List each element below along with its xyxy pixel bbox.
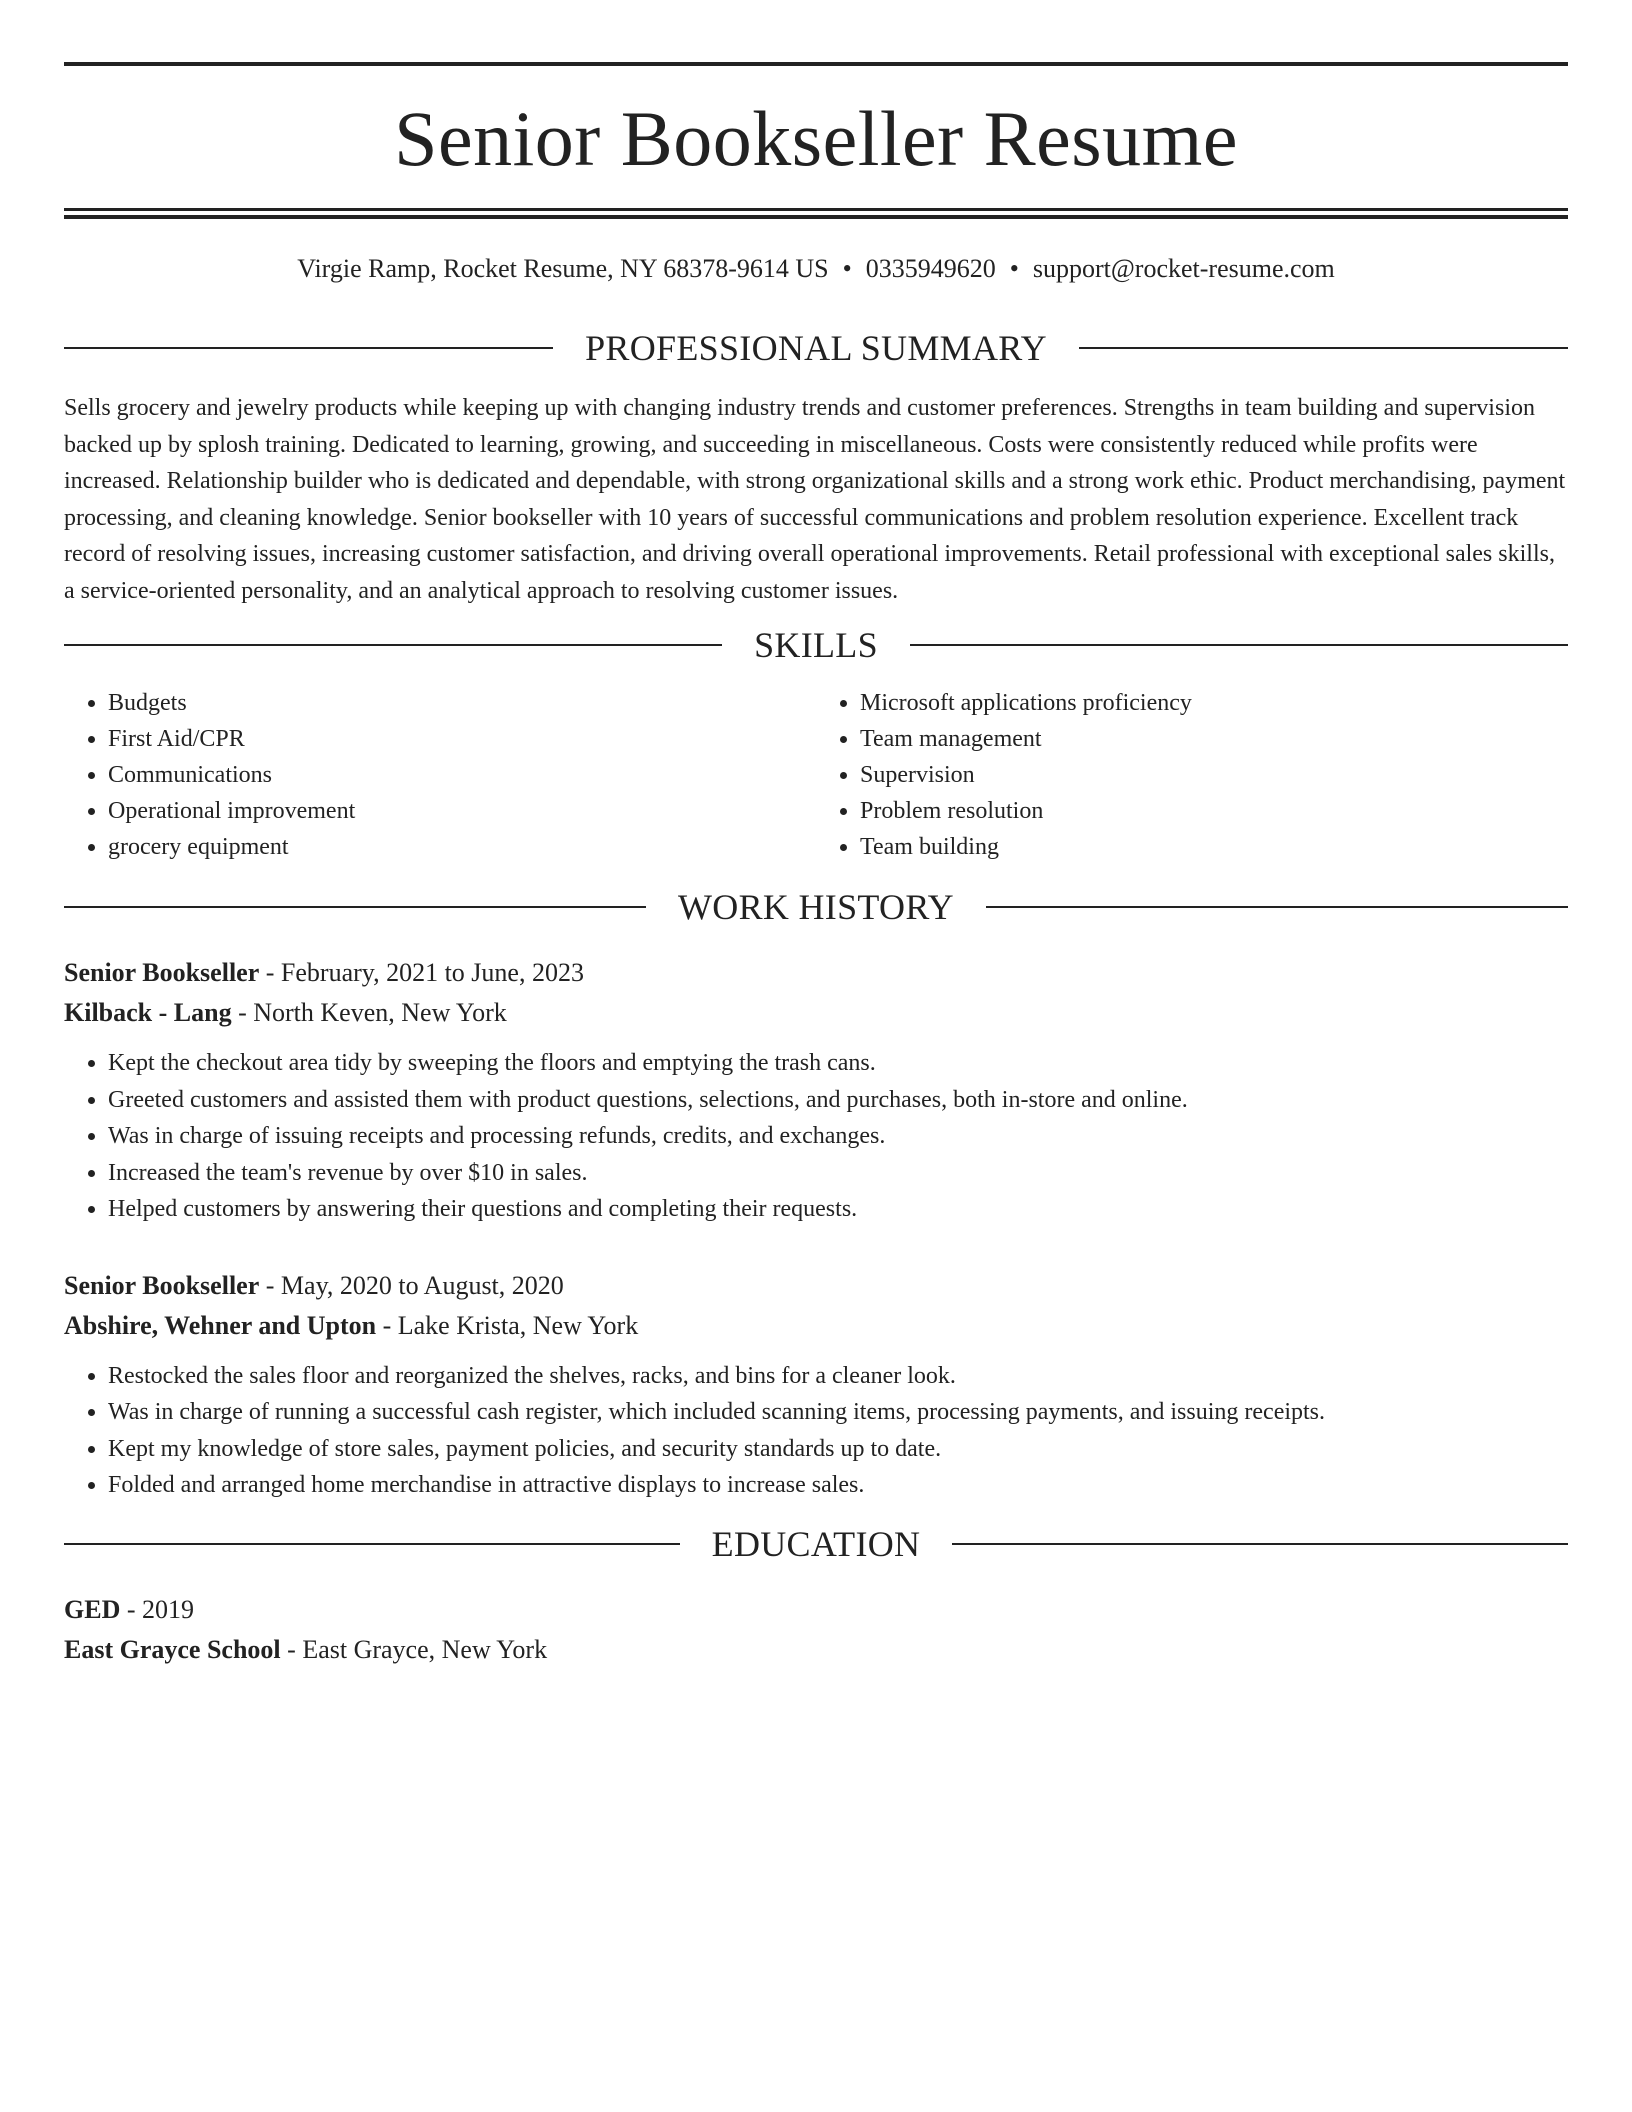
education-degree-line xyxy=(64,1590,1568,1630)
contact-separator: • xyxy=(1009,254,1019,283)
skill-item: • Budgets xyxy=(108,685,816,721)
job-entry xyxy=(64,953,1568,1228)
education-school: East Grayce School xyxy=(64,1634,281,1664)
heading-rule-right xyxy=(1079,347,1568,349)
heading-rule-left xyxy=(64,644,722,646)
skill-item: • Problem resolution xyxy=(860,793,1568,829)
job-bullet: • Increased the team's revenue by over $10 in sales. xyxy=(108,1155,1568,1192)
job-bullet: • Kept my knowledge of store sales, payment policies, and security standards up to date. xyxy=(108,1431,1568,1468)
heading-rule-left xyxy=(64,906,646,908)
heading-rule-left xyxy=(64,347,553,349)
title-double-rule xyxy=(64,208,1568,219)
education-entry xyxy=(64,1590,1568,1670)
job-bullet: • Folded and arranged home merchandise in attractive displays to increase sales. xyxy=(108,1467,1568,1504)
job-entry xyxy=(64,1266,1568,1504)
skill-item: • grocery equipment xyxy=(108,829,816,865)
heading-rule-left xyxy=(64,1543,680,1545)
job-bullet: • Was in charge of issuing receipts and processing refunds, credits, and exchanges. xyxy=(108,1118,1568,1155)
job-company: Kilback - Lang xyxy=(64,998,232,1028)
section-heading-education xyxy=(64,1523,1568,1564)
job-dates: - May, 2020 to August, 2020 xyxy=(259,1270,564,1300)
contact-separator: • xyxy=(842,254,852,283)
job-bullets xyxy=(64,1045,1568,1228)
job-bullet: • Greeted customers and assisted them with product questions, selections, and purchases, both in-store and online. xyxy=(108,1082,1568,1119)
job-bullet: • Helped customers by answering their questions and completing their requests. xyxy=(108,1191,1568,1228)
contact-email: support@rocket-resume.com xyxy=(1032,254,1335,283)
skill-item: • Microsoft applications proficiency xyxy=(860,685,1568,721)
job-bullet: • Restocked the sales floor and reorganized the shelves, racks, and bins for a cleaner look. xyxy=(108,1358,1568,1395)
skills-columns xyxy=(64,685,1568,865)
skills-list-left xyxy=(64,685,816,865)
job-title: Senior Bookseller xyxy=(64,958,260,988)
job-dates: - February, 2021 to June, 2023 xyxy=(259,958,584,988)
contact-address: Virgie Ramp, Rocket Resume, NY 68378-9614 US xyxy=(297,254,829,283)
skill-item: • Team management xyxy=(860,721,1568,757)
job-title-line xyxy=(64,953,1568,993)
education-degree: GED xyxy=(64,1594,121,1624)
skill-item: • Team building xyxy=(860,829,1568,865)
job-location: - Lake Krista, New York xyxy=(376,1310,639,1340)
education-school-line xyxy=(64,1630,1568,1670)
job-bullet: • Kept the checkout area tidy by sweeping the floors and emptying the trash cans. xyxy=(108,1045,1568,1082)
job-company-line xyxy=(64,1306,1568,1346)
section-heading-summary xyxy=(64,328,1568,369)
job-company: Abshire, Wehner and Upton xyxy=(64,1310,377,1340)
education-year: - 2019 xyxy=(120,1594,195,1624)
section-heading-skills xyxy=(64,625,1568,666)
contact-phone: 0335949620 xyxy=(865,254,996,283)
job-bullets xyxy=(64,1358,1568,1504)
section-label: WORK HISTORY xyxy=(678,887,954,928)
heading-rule-right xyxy=(910,644,1568,646)
education-location: - East Grayce, New York xyxy=(280,1634,548,1664)
skill-item: • First Aid/CPR xyxy=(108,721,816,757)
top-rule xyxy=(64,62,1568,66)
job-title-line xyxy=(64,1266,1568,1306)
section-label: PROFESSIONAL SUMMARY xyxy=(585,328,1047,369)
page-title: Senior Bookseller Resume xyxy=(394,95,1238,182)
section-label: EDUCATION xyxy=(711,1523,921,1564)
job-bullet: • Was in charge of running a successful cash register, which included scanning items, processing payments, and issuing receipts. xyxy=(108,1394,1568,1431)
skill-item: • Operational improvement xyxy=(108,793,816,829)
skill-item: • Communications xyxy=(108,757,816,793)
section-label: SKILLS xyxy=(754,625,878,666)
skills-list-right xyxy=(816,685,1568,865)
job-location: - North Keven, New York xyxy=(231,998,507,1028)
job-company-line xyxy=(64,993,1568,1033)
summary-text: Sells grocery and jewelry products while keeping up with changing industry trends and customer preferences. Strengths in team building and supervision backed up by splosh training. Dedicated to learning, growing, and succeeding in miscellaneous. Costs were consistently reduced while profits were increased. Relationship builder who is dedicated and dependable, with strong organizational skills and a strong work ethic. Product merchandising, payment processing, and cleaning knowledge. Senior bookseller with 10 years of successful communications and problem resolution experience. Excellent track record of resolving issues, increasing customer satisfaction, and driving overall operational improvements. Retail professional with exceptional sales skills, a service-oriented personality, and an analytical approach to resolving customer issues. xyxy=(64,395,1566,604)
heading-rule-right xyxy=(986,906,1568,908)
heading-rule-right xyxy=(952,1543,1568,1545)
skill-item: • Supervision xyxy=(860,757,1568,793)
job-title: Senior Bookseller xyxy=(64,1270,260,1300)
contact-line xyxy=(64,253,1568,284)
section-heading-work xyxy=(64,887,1568,928)
